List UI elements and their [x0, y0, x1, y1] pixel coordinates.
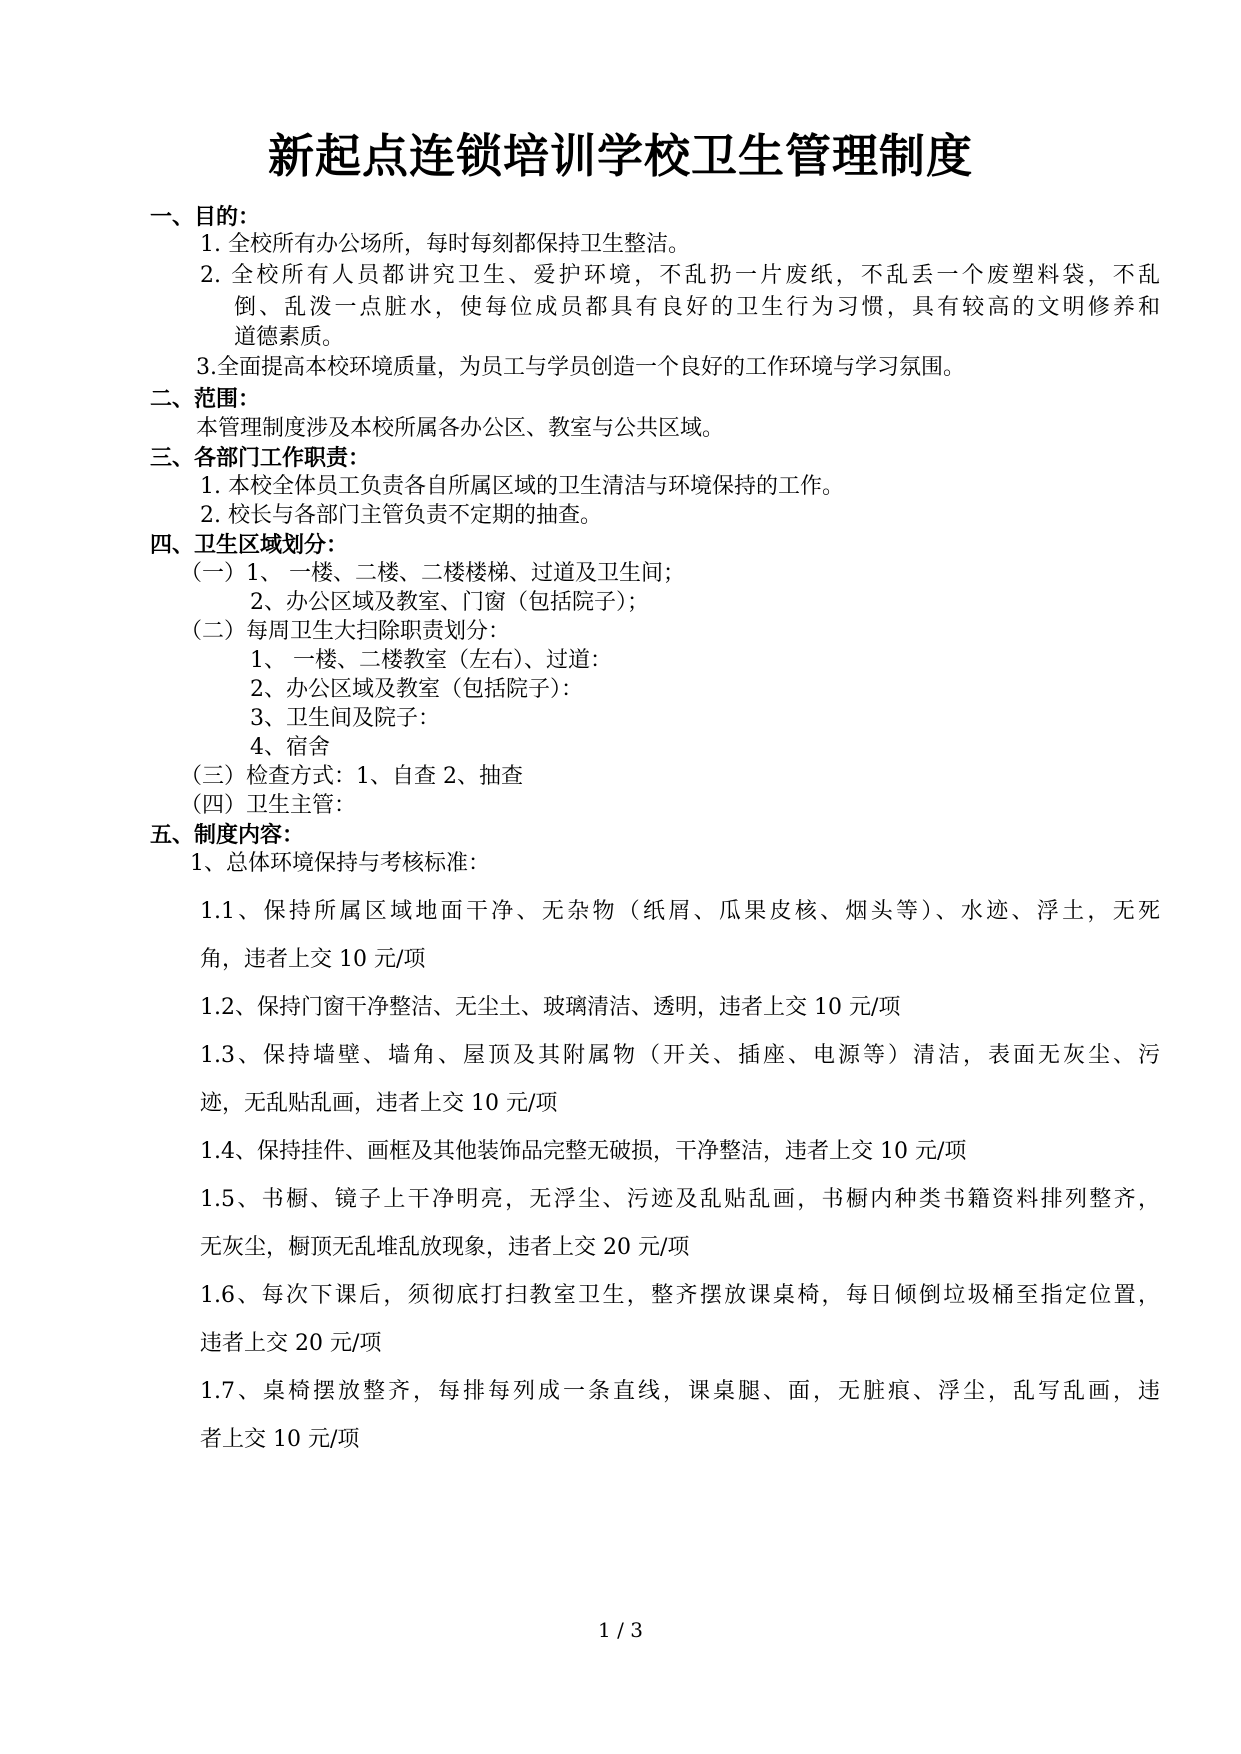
- rule-1-3-line-1: 1.3、保持墙壁、墙角、屋顶及其附属物（开关、插座、电源等）清洁，表面无灰尘、污: [200, 1043, 1160, 1068]
- areas-group-1-item-2: 2、办公区域及教室、门窗（包括院子）；: [250, 590, 649, 615]
- document-title: 新起点连锁培训学校卫生管理制度: [268, 129, 973, 183]
- rule-1-3-line-2: 迹，无乱贴乱画，违者上交 10 元/项: [200, 1091, 558, 1116]
- duties-item-2: 2. 校长与各部门主管负责不定期的抽查。: [200, 503, 602, 528]
- areas-group-2-item-4: 4、宿舍: [250, 735, 330, 760]
- purpose-item-2-line-1: 2. 全校所有人员都讲究卫生、爱护环境，不乱扔一片废纸，不乱丢一个废塑料袋，不乱: [200, 263, 1160, 288]
- page-number: 1 / 3: [598, 1618, 643, 1642]
- duties-item-1: 1. 本校全体员工负责各自所属区域的卫生清洁与环境保持的工作。: [200, 474, 844, 499]
- areas-group-2-item-3: 3、卫生间及院子：: [250, 706, 440, 731]
- content-subheading: 1、总体环境保持与考核标准：: [190, 851, 490, 876]
- purpose-item-1: 1. 全校所有办公场所，每时每刻都保持卫生整洁。: [200, 232, 690, 257]
- section-heading-areas: 四、卫生区域划分：: [150, 532, 349, 558]
- areas-group-2-heading: （二）每周卫生大扫除职责划分：: [180, 619, 511, 644]
- areas-inspection-method: （三）检查方式：1、自查 2、抽查: [180, 764, 523, 789]
- section-heading-duties: 三、各部门工作职责：: [150, 445, 371, 471]
- rule-1-6-line-2: 违者上交 20 元/项: [200, 1331, 382, 1356]
- purpose-item-3: 3.全面提高本校环境质量，为员工与学员创造一个良好的工作环境与学习氛围。: [196, 355, 965, 380]
- scope-text: 本管理制度涉及本校所属各办公区、教室与公共区域。: [196, 416, 725, 441]
- rule-1-4: 1.4、保持挂件、画框及其他装饰品完整无破损，干净整洁，违者上交 10 元/项: [200, 1139, 967, 1164]
- rule-1-2: 1.2、保持门窗干净整洁、无尘土、玻璃清洁、透明，违者上交 10 元/项: [200, 995, 901, 1020]
- section-heading-scope: 二、范围：: [150, 386, 261, 412]
- rule-1-1-line-2: 角，违者上交 10 元/项: [200, 947, 426, 972]
- rule-1-6-line-1: 1.6、每次下课后，须彻底打扫教室卫生，整齐摆放课桌椅，每日倾倒垃圾桶至指定位置，: [200, 1283, 1160, 1308]
- rule-1-1-line-1: 1.1、保持所属区域地面干净、无杂物（纸屑、瓜果皮核、烟头等）、水迹、浮土，无死: [200, 899, 1160, 924]
- purpose-item-2-line-3: 道德素质。: [234, 325, 345, 350]
- areas-hygiene-supervisor: （四）卫生主管：: [180, 793, 357, 818]
- areas-group-1-item-1: （一）1、 一楼、二楼、二楼楼梯、过道及卫生间；: [180, 561, 685, 586]
- rule-1-5-line-1: 1.5、书橱、镜子上干净明亮，无浮尘、污迹及乱贴乱画，书橱内种类书籍资料排列整齐，: [200, 1187, 1160, 1212]
- section-heading-content: 五、制度内容：: [150, 822, 305, 848]
- rule-1-7-line-1: 1.7、桌椅摆放整齐，每排每列成一条直线，课桌腿、面，无脏痕、浮尘，乱写乱画，违: [200, 1379, 1160, 1404]
- purpose-item-2-line-2: 倒、乱泼一点脏水，使每位成员都具有良好的卫生行为习惯，具有较高的文明修养和: [234, 295, 1160, 320]
- areas-group-2-item-2: 2、办公区域及教室（包括院子）：: [250, 677, 583, 702]
- rule-1-7-line-2: 者上交 10 元/项: [200, 1427, 360, 1452]
- section-heading-purpose: 一、目的：: [150, 204, 261, 230]
- areas-group-2-item-1: 1、 一楼、二楼教室（左右）、过道：: [250, 648, 612, 673]
- rule-1-5-line-2: 无灰尘，橱顶无乱堆乱放现象，违者上交 20 元/项: [200, 1235, 690, 1260]
